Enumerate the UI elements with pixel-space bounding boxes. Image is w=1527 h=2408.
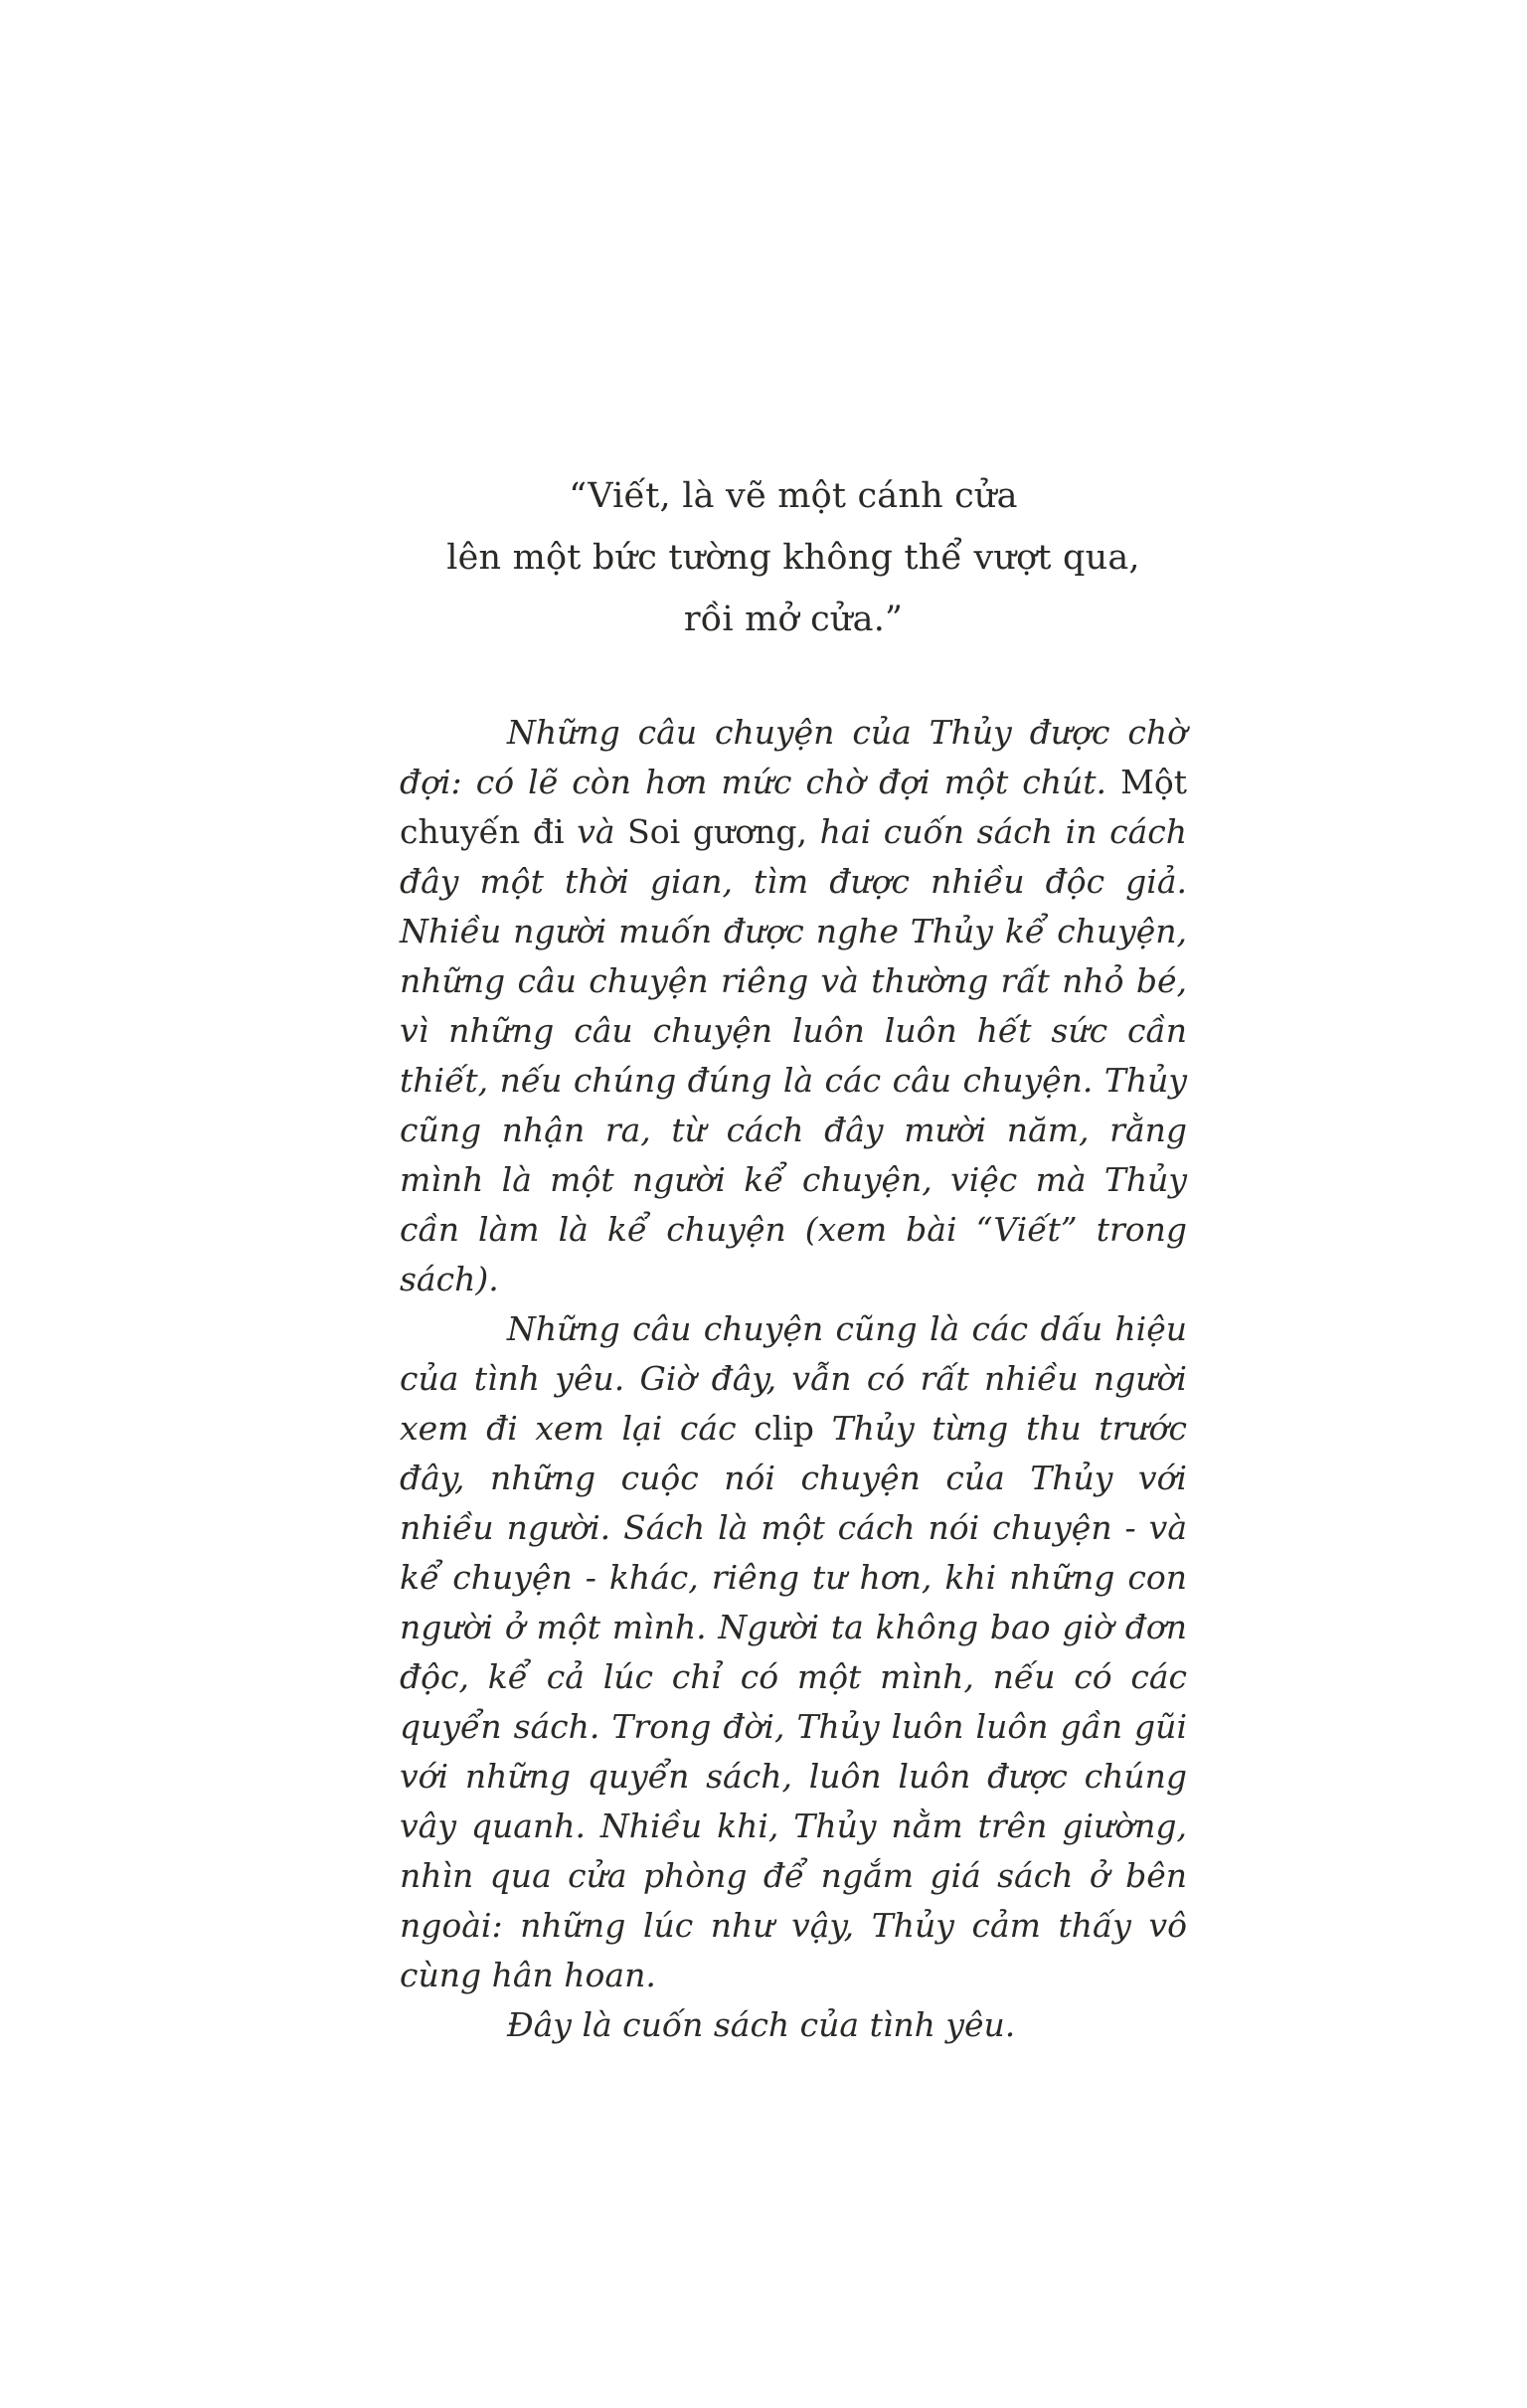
epigraph-line: lên một bức tường không thể vượt qua, [446, 538, 1140, 578]
book-title-or-roman-text: Soi gương, [627, 812, 807, 851]
paragraph-text: hai cuốn sách in cách đây một thời gian, tìm được nhiều độc giả. Nhiều người muốn được nghe Thủy kể chuyện, những câu chuyện riêng và thường rất nhỏ bé, vì những câu chuyện luôn luôn hết sức cần thiết, nếu chúng đúng là các câu chuyện. Thủy cũng nhận ra, từ cách đây mười năm, rằng mình là một người kể chuyện, việc mà Thủy cần làm là kể chuyện (xem bài “Viết” trong sách). [400, 812, 1187, 1298]
paragraph [400, 2000, 1187, 2050]
paragraph-text: Những câu chuyện cũng là các dấu hiệu của tình yêu. Giờ đây, vẫn có rất nhiều người xem đi xem lại các [400, 1309, 1187, 1448]
paragraph-text: và [564, 812, 628, 851]
body-text [400, 708, 1187, 2050]
paragraph-text: Thủy từng thu trước đây, những cuộc nói chuyện của Thủy với nhiều người. Sách là một cách nói chuyện - và kể chuyện - khác, riêng tư hơn, khi những con người ở một mình. Người ta không bao giờ đơn độc, kể cả lúc chỉ có một mình, nếu có các quyển sách. Trong đời, Thủy luôn luôn gần gũi với những quyển sách, luôn luôn được chúng vây quanh. Nhiều khi, Thủy nằm trên giường, nhìn qua cửa phòng để ngắm giá sách ở bên ngoài: những lúc như vậy, Thủy cảm thấy vô cùng hân hoan. [400, 1409, 1187, 1994]
paragraph-text: Đây là cuốn sách của tình yêu. [507, 2005, 1016, 2044]
epigraph-line: “Viết, là vẽ một cánh cửa [569, 476, 1018, 516]
book-title-or-roman-text: Một chuyến đi [400, 763, 1187, 851]
paragraph [400, 708, 1187, 1304]
paragraph [400, 1304, 1187, 2000]
epigraph [400, 465, 1187, 650]
epigraph-line: rồi mở cửa.” [683, 600, 904, 639]
paragraph-text: Những câu chuyện của Thủy được chờ đợi: có lẽ còn hơn mức chờ đợi một chút. [400, 713, 1187, 801]
text-block [400, 465, 1187, 2050]
book-title-or-roman-text: clip [754, 1409, 814, 1448]
